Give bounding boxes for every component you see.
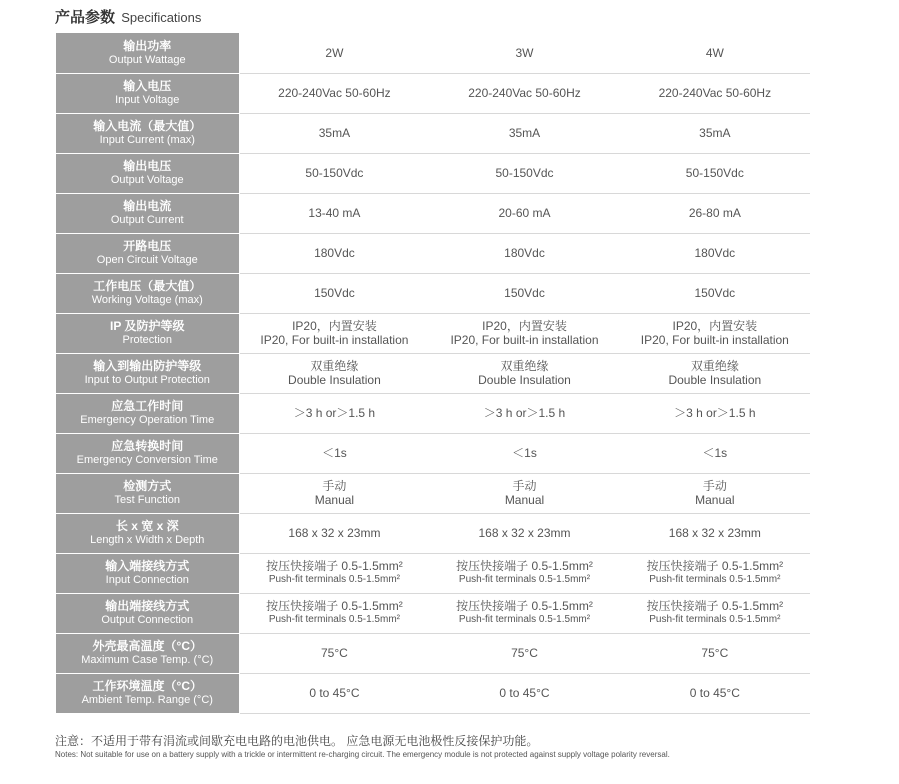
value-cell bbox=[239, 553, 429, 593]
cell-value-english: Push-fit terminals 0.5-1.5mm² bbox=[458, 614, 591, 625]
value-cell bbox=[239, 153, 429, 193]
cell-value: ＞3 h or＞1.5 h bbox=[674, 406, 756, 420]
cell-value: 220-240Vac 50-60Hz bbox=[278, 86, 391, 100]
row-label-chinese: 输入到输出防护等级 bbox=[93, 359, 202, 373]
cell-value-chinese: 手动 bbox=[702, 479, 727, 493]
row-label-chinese: 应急工作时间 bbox=[111, 399, 184, 413]
cell-value-chinese: IP20，内置安装 bbox=[292, 319, 377, 333]
row-label-english: Length x Width x Depth bbox=[90, 534, 205, 546]
cell-value: ＜1s bbox=[702, 446, 728, 460]
value-cell bbox=[239, 33, 429, 73]
cell-value: 50-150Vdc bbox=[305, 166, 364, 180]
value-cell bbox=[429, 673, 619, 713]
row-label bbox=[56, 153, 239, 193]
value-cell bbox=[429, 633, 619, 673]
row-label-chinese: 长 x 宽 x 深 bbox=[115, 519, 179, 533]
table-row bbox=[56, 633, 810, 673]
cell-value: 0 to 45°C bbox=[689, 686, 740, 700]
value-cell bbox=[239, 393, 429, 433]
row-label-english: Output Connection bbox=[101, 614, 194, 626]
title-chinese: 产品参数 bbox=[55, 9, 116, 26]
cell-value-english: Push-fit terminals 0.5-1.5mm² bbox=[458, 574, 591, 585]
cell-value-chinese: 按压快接端子 0.5-1.5mm² bbox=[646, 559, 784, 573]
row-label-chinese: 检测方式 bbox=[123, 479, 172, 493]
value-cell bbox=[239, 313, 429, 353]
row-label-chinese: 外壳最高温度（°C） bbox=[92, 639, 202, 653]
cell-value: 180Vdc bbox=[314, 246, 355, 260]
value-cell bbox=[239, 633, 429, 673]
cell-value-chinese: 手动 bbox=[322, 479, 347, 493]
cell-value: 168 x 32 x 23mm bbox=[478, 526, 571, 540]
row-label bbox=[56, 33, 239, 73]
value-cell bbox=[429, 113, 619, 153]
value-cell bbox=[620, 73, 810, 113]
table-row bbox=[56, 433, 810, 473]
cell-value: 220-240Vac 50-60Hz bbox=[658, 86, 772, 100]
cell-value: 3W bbox=[515, 45, 534, 60]
value-cell bbox=[620, 553, 810, 593]
cell-value: 150Vdc bbox=[504, 286, 545, 300]
value-cell bbox=[620, 153, 810, 193]
value-cell bbox=[429, 353, 619, 393]
table-row bbox=[56, 113, 810, 153]
value-cell bbox=[620, 353, 810, 393]
row-label-chinese: 输入电流（最大值） bbox=[93, 119, 202, 133]
cell-value-english: IP20, For built-in installation bbox=[640, 333, 789, 347]
cell-value: 0 to 45°C bbox=[499, 686, 550, 700]
value-cell bbox=[429, 513, 619, 553]
cell-value: 168 x 32 x 23mm bbox=[288, 526, 381, 540]
cell-value: 2W bbox=[325, 45, 344, 60]
row-label-chinese: 工作环境温度（°C） bbox=[92, 679, 202, 693]
cell-value-english: Push-fit terminals 0.5-1.5mm² bbox=[649, 574, 781, 585]
cell-value-english: Manual bbox=[695, 493, 735, 507]
cell-value: 35mA bbox=[699, 126, 731, 140]
cell-value-english: Push-fit terminals 0.5-1.5mm² bbox=[268, 614, 400, 625]
cell-value-chinese: 双重绝缘 bbox=[500, 359, 549, 373]
value-cell bbox=[429, 313, 619, 353]
title-english: Specifications bbox=[121, 10, 202, 25]
table-row bbox=[56, 73, 810, 113]
cell-value: 220-240Vac 50-60Hz bbox=[468, 86, 581, 100]
table-row bbox=[56, 353, 810, 393]
cell-value: 26-80 mA bbox=[688, 206, 741, 220]
value-cell bbox=[620, 273, 810, 313]
row-label-chinese: 开路电压 bbox=[123, 239, 172, 253]
cell-value-chinese: 按压快接端子 0.5-1.5mm² bbox=[456, 559, 593, 573]
table-row bbox=[56, 153, 810, 193]
cell-value-english: Manual bbox=[314, 493, 355, 507]
cell-value-chinese: 双重绝缘 bbox=[690, 359, 739, 373]
value-cell bbox=[429, 233, 619, 273]
value-cell bbox=[429, 193, 619, 233]
cell-value: 150Vdc bbox=[694, 286, 736, 300]
cell-value: ＞3 h or＞1.5 h bbox=[483, 406, 566, 420]
specifications-table bbox=[56, 33, 810, 714]
row-label-chinese: 输出电流 bbox=[123, 199, 172, 213]
row-label bbox=[56, 193, 239, 233]
cell-value-english: IP20, For built-in installation bbox=[260, 333, 409, 347]
row-label-chinese: 输出电压 bbox=[123, 159, 172, 173]
value-cell bbox=[620, 393, 810, 433]
cell-value-chinese: 按压快接端子 0.5-1.5mm² bbox=[456, 599, 593, 613]
row-label-chinese: IP 及防护等级 bbox=[110, 319, 185, 333]
cell-value: 50-150Vdc bbox=[685, 166, 744, 180]
cell-value-english: Push-fit terminals 0.5-1.5mm² bbox=[649, 614, 781, 625]
value-cell bbox=[239, 673, 429, 713]
value-cell bbox=[429, 473, 619, 513]
cell-value: 0 to 45°C bbox=[309, 686, 360, 700]
value-cell bbox=[239, 113, 429, 153]
row-label-english: Working Voltage (max) bbox=[91, 294, 203, 306]
cell-value: ＜1s bbox=[512, 446, 537, 460]
row-label bbox=[56, 473, 239, 513]
row-label-english: Maximum Case Temp. (°C) bbox=[81, 654, 214, 666]
row-label-chinese: 输入端接线方式 bbox=[105, 559, 190, 573]
cell-value: 75°C bbox=[321, 646, 348, 660]
row-label bbox=[56, 513, 239, 553]
cell-value-english: IP20, For built-in installation bbox=[450, 333, 599, 347]
value-cell bbox=[620, 33, 810, 73]
value-cell bbox=[239, 233, 429, 273]
cell-value: 180Vdc bbox=[504, 246, 545, 260]
value-cell bbox=[239, 73, 429, 113]
row-label-chinese: 输出端接线方式 bbox=[105, 599, 190, 613]
row-label bbox=[56, 633, 239, 673]
row-label bbox=[56, 73, 239, 113]
cell-value: 150Vdc bbox=[314, 286, 355, 300]
value-cell bbox=[239, 353, 429, 393]
cell-value: 180Vdc bbox=[694, 246, 736, 260]
cell-value-english: Push-fit terminals 0.5-1.5mm² bbox=[268, 574, 400, 585]
row-label bbox=[56, 113, 239, 153]
value-cell bbox=[429, 153, 619, 193]
value-cell bbox=[620, 513, 810, 553]
note-chinese: 注意：不适用于带有涓流或间歇充电电路的电池供电。 应急电源无电池极性反接保护功能。 bbox=[55, 734, 539, 748]
value-cell bbox=[239, 593, 429, 633]
cell-value-chinese: 手动 bbox=[512, 479, 537, 493]
table-row bbox=[56, 673, 810, 713]
value-cell bbox=[429, 553, 619, 593]
cell-value: 4W bbox=[705, 45, 724, 60]
value-cell bbox=[620, 473, 810, 513]
row-label bbox=[56, 433, 239, 473]
row-label-chinese: 工作电压（最大值） bbox=[93, 279, 202, 293]
value-cell bbox=[239, 473, 429, 513]
value-cell bbox=[239, 193, 429, 233]
cell-value: 35mA bbox=[318, 126, 351, 140]
cell-value: ＞3 h or＞1.5 h bbox=[293, 406, 376, 420]
row-label bbox=[56, 233, 239, 273]
table-row bbox=[56, 593, 810, 633]
table-row bbox=[56, 473, 810, 513]
value-cell bbox=[429, 73, 619, 113]
row-label-english: Input Connection bbox=[105, 574, 189, 586]
cell-value: 35mA bbox=[508, 126, 541, 140]
row-label-english: Ambient Temp. Range (°C) bbox=[81, 694, 213, 706]
row-label bbox=[56, 273, 239, 313]
table-row bbox=[56, 193, 810, 233]
row-label bbox=[56, 673, 239, 713]
row-label-chinese: 输出功率 bbox=[123, 38, 172, 53]
row-label bbox=[56, 353, 239, 393]
value-cell bbox=[429, 433, 619, 473]
value-cell bbox=[429, 393, 619, 433]
value-cell bbox=[620, 313, 810, 353]
cell-value: 50-150Vdc bbox=[495, 166, 554, 180]
row-label-chinese: 应急转换时间 bbox=[111, 439, 184, 453]
value-cell bbox=[620, 233, 810, 273]
value-cell bbox=[620, 673, 810, 713]
table-row bbox=[56, 393, 810, 433]
row-label-english: Protection bbox=[122, 334, 173, 346]
row-label-english: Test Function bbox=[114, 494, 180, 506]
value-cell bbox=[620, 433, 810, 473]
row-label bbox=[56, 313, 239, 353]
row-label-english: Output Wattage bbox=[108, 53, 186, 66]
value-cell bbox=[429, 33, 619, 73]
value-cell bbox=[429, 273, 619, 313]
row-label-english: Input Current (max) bbox=[99, 134, 195, 146]
row-label-english: Emergency Operation Time bbox=[80, 414, 215, 426]
cell-value-chinese: IP20，内置安装 bbox=[482, 319, 567, 333]
cell-value: 75°C bbox=[511, 646, 538, 660]
row-label-english: Output Current bbox=[110, 214, 184, 226]
row-label-english: Emergency Conversion Time bbox=[76, 454, 218, 466]
cell-value: 13-40 mA bbox=[308, 206, 361, 220]
cell-value: 75°C bbox=[701, 646, 729, 660]
value-cell bbox=[620, 633, 810, 673]
value-cell bbox=[429, 593, 619, 633]
row-label-english: Input to Output Protection bbox=[84, 374, 210, 386]
page-title bbox=[55, 6, 201, 27]
cell-value-chinese: 按压快接端子 0.5-1.5mm² bbox=[646, 599, 784, 613]
table-row bbox=[56, 553, 810, 593]
value-cell bbox=[239, 273, 429, 313]
cell-value-chinese: 按压快接端子 0.5-1.5mm² bbox=[266, 559, 403, 573]
cell-value: ＜1s bbox=[322, 446, 347, 460]
cell-value-chinese: 双重绝缘 bbox=[310, 359, 359, 373]
table-row bbox=[56, 273, 810, 313]
table-row bbox=[56, 233, 810, 273]
row-label bbox=[56, 593, 239, 633]
cell-value-english: Double Insulation bbox=[478, 373, 571, 387]
row-label-english: Open Circuit Voltage bbox=[96, 254, 198, 266]
table-row bbox=[56, 33, 810, 73]
table-row bbox=[56, 313, 810, 353]
value-cell bbox=[620, 113, 810, 153]
note-english: Notes: Not suitable for use on a battery supply with a trickle or intermittent re-charging circuit. The emergency module is not protected against supply voltage polarity reversal. bbox=[55, 750, 670, 759]
row-label bbox=[56, 553, 239, 593]
row-label-chinese: 输入电压 bbox=[123, 79, 172, 93]
cell-value: 168 x 32 x 23mm bbox=[668, 526, 761, 540]
row-label-english: Input Voltage bbox=[115, 94, 180, 106]
value-cell bbox=[239, 433, 429, 473]
cell-value-english: Double Insulation bbox=[288, 373, 381, 387]
value-cell bbox=[620, 193, 810, 233]
value-cell bbox=[620, 593, 810, 633]
value-cell bbox=[239, 513, 429, 553]
cell-value-chinese: 按压快接端子 0.5-1.5mm² bbox=[266, 599, 403, 613]
row-label-english: Output Voltage bbox=[110, 174, 184, 186]
cell-value-chinese: IP20，内置安装 bbox=[672, 319, 758, 333]
cell-value-english: Double Insulation bbox=[668, 373, 762, 387]
table-row bbox=[56, 513, 810, 553]
row-label bbox=[56, 393, 239, 433]
cell-value-english: Manual bbox=[504, 493, 545, 507]
cell-value: 20-60 mA bbox=[498, 206, 551, 220]
